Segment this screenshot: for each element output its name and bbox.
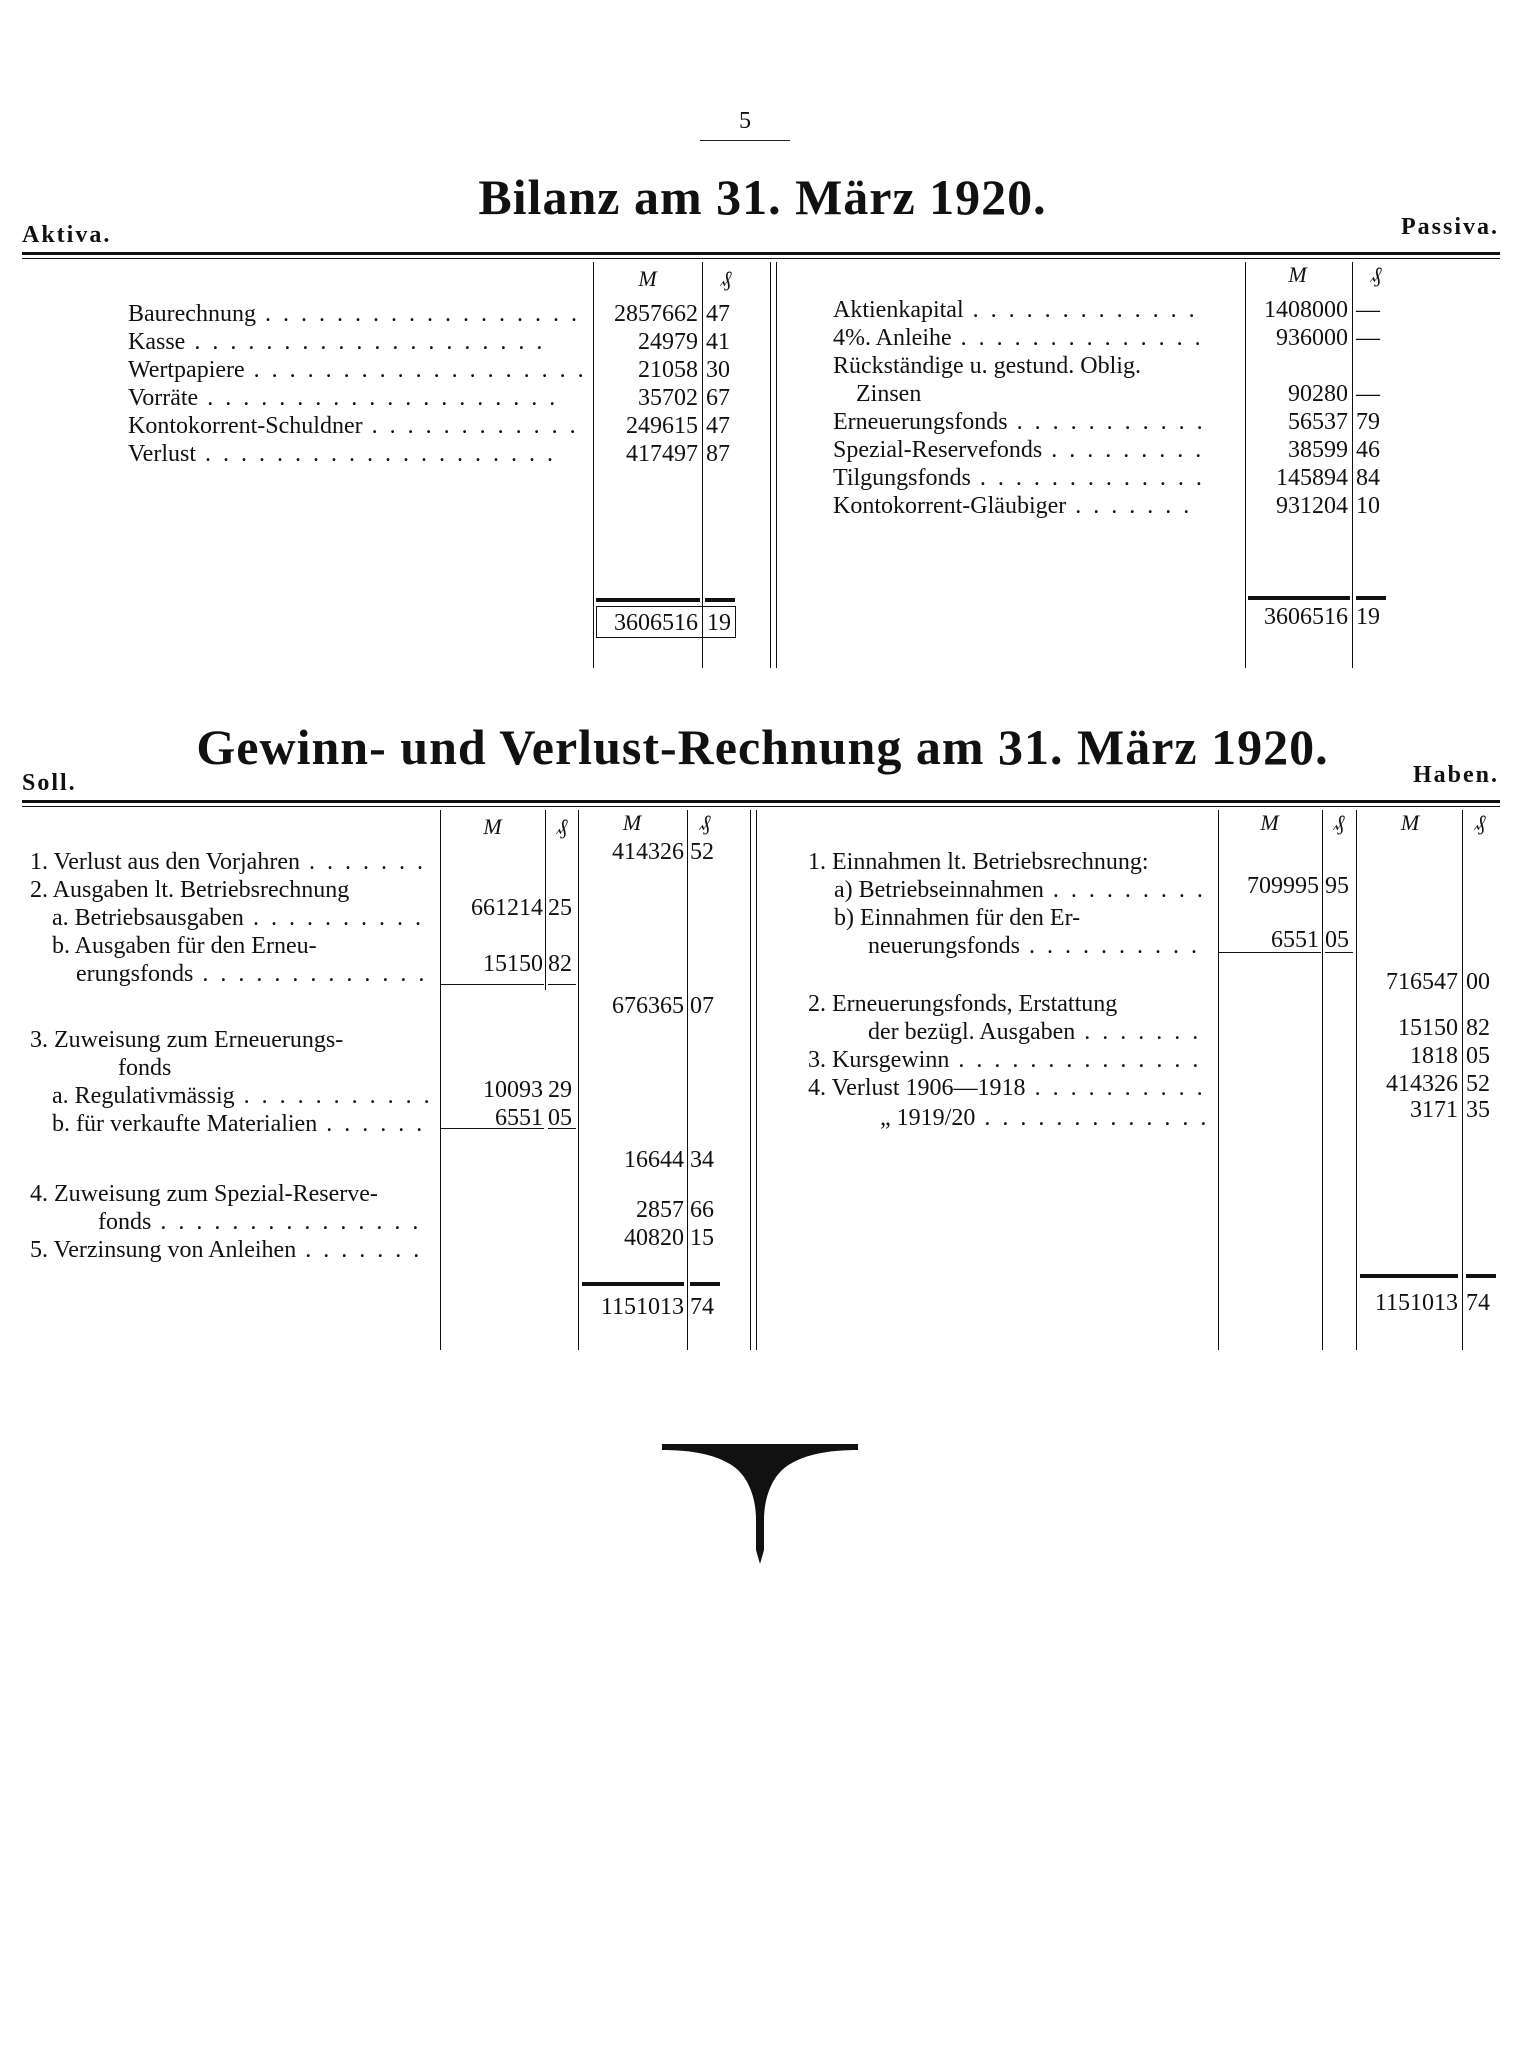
guv-center-line-2 [756, 810, 757, 1350]
soll-outer-mark-header: M [622, 810, 642, 835]
haben-total-pf-rule [1466, 1274, 1496, 1278]
passiva-mark-header: M [1288, 262, 1307, 287]
haben-inner-pf-header: ₰ [1333, 810, 1345, 835]
soll-total-rule [582, 1282, 684, 1286]
haben-outer-mark-header: M [1400, 810, 1420, 835]
aktiva-mark-header: M [638, 266, 657, 291]
soll-total-mark: 1151013 [600, 1294, 684, 1320]
soll-inner-pf-line [545, 810, 546, 990]
soll-subtotal-rule-2 [441, 1128, 544, 1129]
haben-subtotal-rule [1219, 952, 1321, 953]
haben-outer-pf-line [1462, 810, 1463, 1350]
passiva-pf-col-line [1352, 262, 1353, 668]
soll-heading: Soll. [22, 770, 77, 796]
haben-inner-pf-line [1322, 810, 1323, 1350]
haben-inner-right-line [1356, 810, 1357, 1350]
guv-top-rule [22, 800, 1500, 803]
aktiva-total-pf: 19 [707, 610, 731, 636]
aktiva-heading: Aktiva. [22, 222, 112, 248]
haben-total-rule [1360, 1274, 1458, 1278]
haben-heading: Haben. [1412, 762, 1499, 788]
haben-total-mark: 1151013 [1374, 1290, 1458, 1316]
soll-total-pf-rule [690, 1282, 720, 1286]
passiva-total-pf-rule [1356, 596, 1386, 600]
soll-subtotal-pf-rule-1 [548, 984, 576, 985]
bilanz-top-rule-2 [22, 258, 1500, 259]
bilanz-center-line-2 [776, 262, 777, 668]
bilanz-title: Bilanz am 31. März 1920. [478, 169, 1047, 225]
bilanz-center-line-1 [770, 262, 771, 668]
soll-inner-mark-header: M [483, 814, 502, 839]
soll-outer-pf-header: ₰ [699, 810, 711, 835]
passiva-total-mark: 3606516 [1264, 604, 1348, 630]
guv-top-rule-2 [22, 806, 1500, 807]
passiva-pf-header: ₰ [1370, 262, 1382, 287]
aktiva-pf-header: ₰ [720, 266, 732, 291]
haben-outer-pf-header: ₰ [1474, 810, 1486, 835]
guv-center-line-1 [750, 810, 751, 1350]
haben-inner-mark-header: M [1260, 810, 1279, 835]
aktiva-total-pf-rule [705, 598, 735, 602]
soll-total-pf: 74 [690, 1294, 714, 1320]
passiva-total-rule [1248, 596, 1350, 600]
ornament-vignette [660, 1440, 860, 1570]
aktiva-total-rule [596, 598, 700, 602]
soll-subtotal-rule-1 [441, 984, 544, 985]
passiva-heading: Passiva. [1400, 214, 1499, 240]
soll-inner-right-line [578, 810, 579, 1350]
haben-total-pf: 74 [1466, 1290, 1490, 1316]
page-number: 5 [739, 108, 751, 134]
soll-subtotal-pf-rule-2 [548, 1128, 576, 1129]
aktiva-total-mark: 3606516 [614, 610, 698, 636]
soll-inner-pf-header: ₰ [556, 814, 568, 839]
guv-title: Gewinn- und Verlust-Rechnung am 31. März 1920. [196, 719, 1329, 775]
passiva-total-pf: 19 [1356, 604, 1380, 630]
haben-subtotal-pf-rule [1325, 952, 1353, 953]
page-number-rule [700, 140, 790, 141]
bilanz-top-rule [22, 252, 1500, 255]
soll-outer-pf-line [687, 810, 688, 1350]
